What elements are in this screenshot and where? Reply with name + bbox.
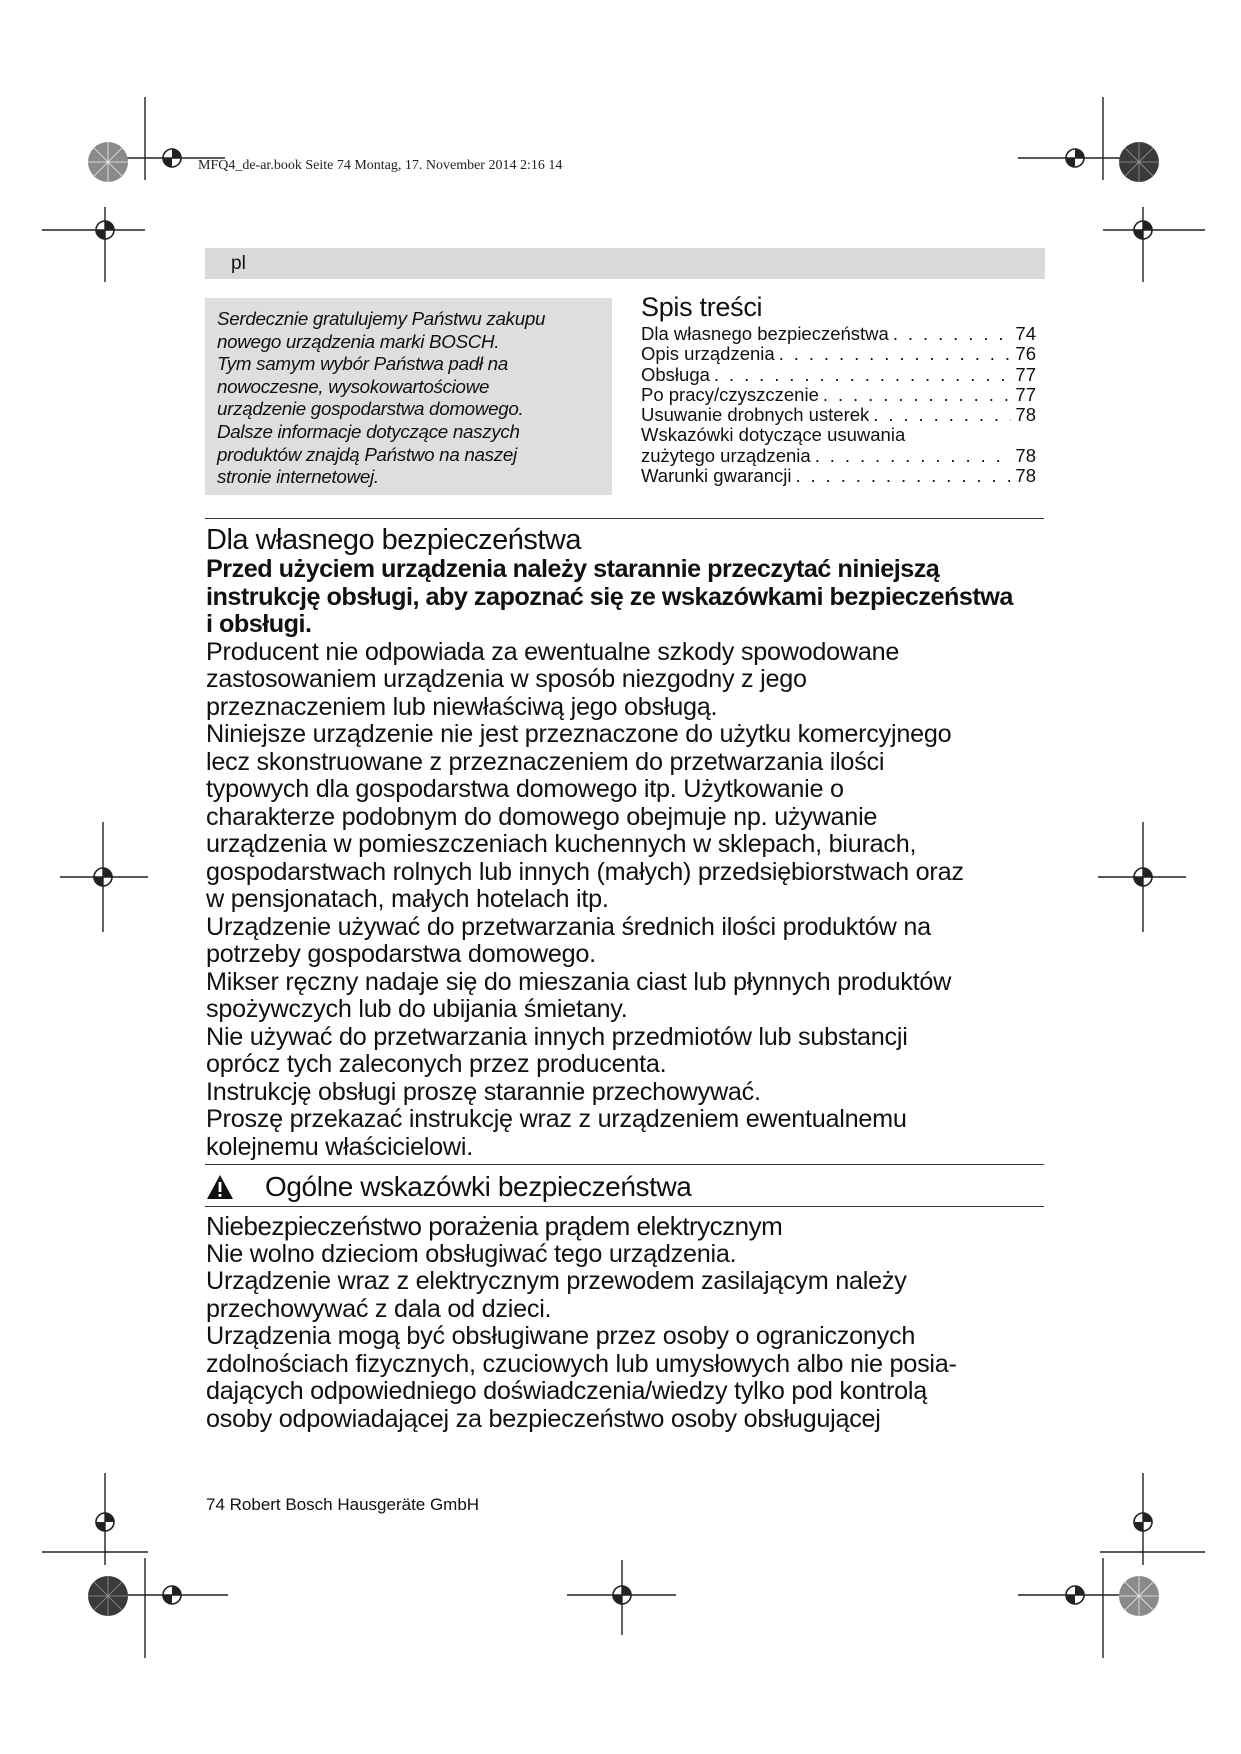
body-line: spożywczych lub do ubijania śmietany. bbox=[206, 995, 628, 1023]
toc-entry-label: Usuwanie drobnych usterek bbox=[641, 404, 870, 426]
toc-entry[interactable] bbox=[641, 385, 1036, 405]
body-line: Urządzenie używać do przetwarzania średnich ilości produktów na bbox=[206, 912, 931, 941]
toc-leader bbox=[823, 385, 1012, 405]
language-tab bbox=[205, 248, 1045, 279]
registration-mark-icon bbox=[1134, 1513, 1152, 1531]
registration-mark-icon bbox=[1134, 868, 1152, 886]
general-safety-heading bbox=[206, 1171, 691, 1203]
section-divider bbox=[205, 1206, 1044, 1207]
color-calibration-wheel-icon bbox=[88, 142, 128, 182]
toc-entry-label: zużytego urządzenia bbox=[641, 444, 811, 466]
toc-leader bbox=[893, 324, 1012, 344]
body-line: w pensjonatach, małych hotelach itp. bbox=[206, 885, 609, 913]
body-line: Nie wolno dzieciom obsługiwać tego urządzenia. bbox=[206, 1239, 737, 1268]
toc-title: Spis treści bbox=[641, 292, 763, 322]
toc-entry-page: 77 bbox=[1015, 383, 1036, 405]
body-line: przechowywać z dala od dzieci. bbox=[206, 1294, 552, 1323]
body-line: Niniejsze urządzenie nie jest przeznaczone do użytku komercyjnego bbox=[206, 720, 952, 748]
body-line: potrzeby gospodarstwa domowego. bbox=[206, 940, 596, 968]
safety-section bbox=[206, 524, 1056, 1161]
language-code: pl bbox=[231, 253, 246, 274]
toc-entry-label: Obsługa bbox=[641, 363, 710, 385]
body-line: Mikser ręczny nadaje się do mieszania ciast lub płynnych produktów bbox=[206, 967, 952, 996]
color-calibration-wheel-icon bbox=[88, 1576, 128, 1616]
intro-box bbox=[205, 298, 612, 495]
table-of-contents bbox=[641, 290, 1036, 486]
print-header: MFQ4_de-ar.book Seite 74 Montag, 17. November 2014 2:16 14 bbox=[198, 158, 563, 173]
toc-entry-label: Opis urządzenia bbox=[641, 343, 775, 365]
body-line: Urządzenie wraz z elektrycznym przewodem zasilającym należy bbox=[206, 1267, 907, 1295]
electric-shock-section bbox=[206, 1213, 1056, 1433]
toc-entry-page: 78 bbox=[1015, 465, 1036, 487]
toc-entry[interactable] bbox=[641, 405, 1036, 425]
body-line: oprócz tych zaleconych przez producenta. bbox=[206, 1050, 667, 1078]
toc-entry[interactable] bbox=[641, 446, 1036, 466]
toc-entry[interactable] bbox=[641, 344, 1036, 364]
color-calibration-wheel-icon bbox=[1119, 1576, 1159, 1616]
warning-triangle-icon bbox=[206, 1174, 234, 1200]
toc-leader bbox=[873, 405, 1011, 425]
toc-leader bbox=[795, 466, 1011, 486]
body-line: kolejnemu właścicielowi. bbox=[206, 1132, 473, 1161]
body-line: dających odpowiedniego doświadczenia/wiedzy tylko pod kontrolą bbox=[206, 1377, 927, 1405]
body-line: charakterze podobnym do domowego obejmuje np. używanie bbox=[206, 802, 878, 831]
body-line: Przed użyciem urządzenia należy starannie przeczytać niniejszą bbox=[206, 555, 940, 583]
color-calibration-wheel-icon bbox=[1119, 142, 1159, 182]
registration-mark-icon bbox=[613, 1586, 631, 1604]
toc-entry-page: 77 bbox=[1015, 363, 1036, 385]
section-heading: Ogólne wskazówki bezpieczeństwa bbox=[265, 1171, 692, 1202]
toc-leader bbox=[779, 344, 1012, 364]
toc-entry-label: Warunki gwarancji bbox=[641, 465, 792, 487]
body-line: instrukcję obsługi, aby zapoznać się ze wskazówkami bezpieczeństwa bbox=[206, 582, 1013, 611]
toc-leader bbox=[815, 446, 1012, 466]
section-divider bbox=[205, 518, 1044, 519]
intro-line: produktów znajdą Państwo na naszej bbox=[217, 443, 517, 465]
body-line: Instrukcję obsługi proszę starannie przechowywać. bbox=[206, 1077, 761, 1106]
registration-mark-icon bbox=[96, 221, 114, 239]
section-heading: Dla własnego bezpieczeństwa bbox=[206, 524, 581, 556]
toc-entry[interactable] bbox=[641, 466, 1036, 486]
body-line: przeznaczeniem lub niewłaściwą jego obsługą. bbox=[206, 692, 718, 721]
body-line: i obsługi. bbox=[206, 610, 312, 638]
page-footer: 74 Robert Bosch Hausgeräte GmbH bbox=[206, 1495, 480, 1514]
intro-line: stronie internetowej. bbox=[217, 466, 379, 488]
body-line: osoby odpowiadającej za bezpieczeństwo osoby obsługującej bbox=[206, 1404, 881, 1433]
intro-line: Dalsze informacje dotyczące naszych bbox=[217, 420, 520, 442]
body-line: Producent nie odpowiada za ewentualne szkody spowodowane bbox=[206, 637, 900, 666]
subsection-heading: Niebezpieczeństwo porażenia prądem elektrycznym bbox=[206, 1211, 783, 1241]
intro-line: nowoczesne, wysokowartościowe bbox=[217, 375, 490, 397]
toc-entry-page: 78 bbox=[1015, 404, 1036, 426]
body-line: zastosowaniem urządzenia w sposób niezgodny z jego bbox=[206, 665, 807, 693]
intro-line: Serdecznie gratulujemy Państwu zakupu bbox=[217, 308, 546, 329]
body-line: urządzenia w pomieszczeniach kuchennych w sklepach, biurach, bbox=[206, 830, 917, 858]
body-line: typowych dla gospodarstwa domowego itp. Użytkowanie o bbox=[206, 775, 844, 803]
toc-entry[interactable] bbox=[641, 324, 1036, 344]
toc-entry-label[interactable]: Wskazówki dotyczące usuwania bbox=[641, 424, 906, 446]
body-line: Urządzenia mogą być obsługiwane przez osoby o ograniczonych bbox=[206, 1322, 916, 1350]
toc-entry-label: Po pracy/czyszczenie bbox=[641, 383, 819, 405]
body-line: Proszę przekazać instrukcję wraz z urządzeniem ewentualnemu bbox=[206, 1105, 907, 1133]
registration-mark-icon bbox=[163, 149, 181, 167]
body-line: zdolnościach fizycznych, czuciowych lub umysłowych albo nie posia- bbox=[206, 1349, 957, 1378]
intro-line: Tym samym wybór Państwa padł na bbox=[217, 353, 508, 375]
registration-mark-icon bbox=[1134, 221, 1152, 239]
body-line: gospodarstwach rolnych lub innych (małych) przedsiębiorstwach oraz bbox=[206, 857, 964, 886]
body-line: lecz skonstruowane z przeznaczeniem do przetwarzania ilości bbox=[206, 747, 885, 776]
registration-mark-icon bbox=[96, 1513, 114, 1531]
registration-mark-icon bbox=[94, 868, 112, 886]
intro-line: nowego urządzenia marki BOSCH. bbox=[217, 330, 500, 352]
registration-mark-icon bbox=[1066, 149, 1084, 167]
body-line: Nie używać do przetwarzania innych przedmiotów lub substancji bbox=[206, 1022, 908, 1051]
toc-entry-page: 74 bbox=[1015, 323, 1036, 344]
section-divider bbox=[205, 1164, 1044, 1165]
toc-entry[interactable] bbox=[641, 365, 1036, 385]
toc-leader bbox=[714, 365, 1012, 385]
toc-entry-label: Dla własnego bezpieczeństwa bbox=[641, 323, 889, 344]
registration-mark-icon bbox=[163, 1586, 181, 1604]
toc-entry-page: 76 bbox=[1015, 343, 1036, 365]
intro-line: urządzenie gospodarstwa domowego. bbox=[217, 398, 524, 420]
toc-entry-page: 78 bbox=[1015, 444, 1036, 466]
registration-mark-icon bbox=[1066, 1586, 1084, 1604]
